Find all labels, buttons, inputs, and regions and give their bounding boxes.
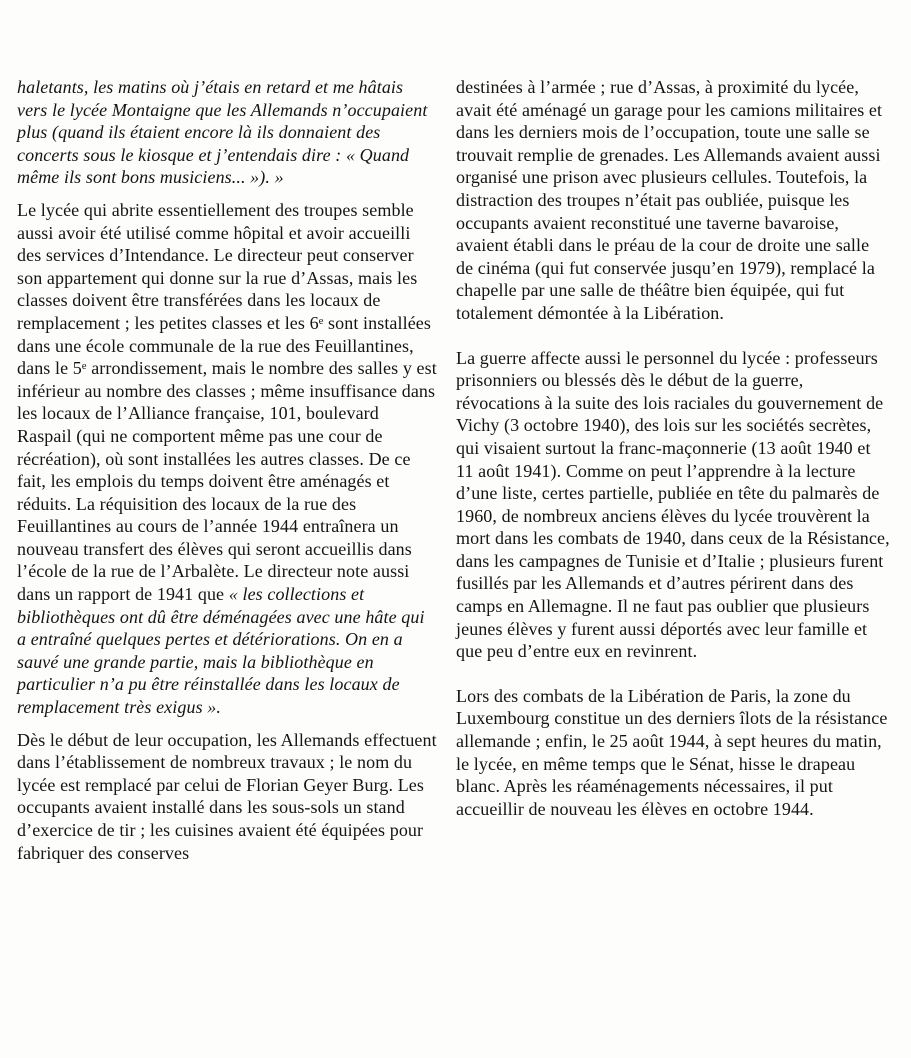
director-report-quote: « les collections et bibliothèques ont dû être déménagées avec une hâte qui a entraîné quelques pertes et détériorations. On en a sauvé une grande partie, mais la bibliothèque en particulier n’a pu être réinstallée dans les locaux de remplacement très exigus ». (17, 584, 425, 718)
requisition-text: Le lycée qui abrite essentiellement des troupes semble aussi avoir été utilisé comme hôpital et avoir accueilli des services d’Intendance. Le directeur peut conserver son appartement qui donne sur la rue d’Assas, mais les classes doivent être transférées dans les locaux de remplacement ; les petites classes et les 6ᵉ sont installées dans une école communale de la rue des Feuillantines, dans le 5ᵉ arrondissement, mais le nombre des salles y est inférieur au nombre des classes ; même insuffisance dans les locaux de l’Alliance française, 101, boulevard Raspail (qui ne comportent même pas une cour de récréation), où sont installées les autres classes. De ce fait, les emplois du temps doivent être aménagés et réduits. La réquisition des locaux de la rue des Feuillantines au cours de l’année 1944 entraînera un nouveau transfert des élèves qui seront accueillis dans l’école de la rue de l’Arbalète. Le directeur note aussi dans un rapport de 1941 que (17, 199, 437, 605)
staff-war-paragraph: La guerre affecte aussi le personnel du lycée : professeurs prisonniers ou blessés dès le début de la guerre, révocations à la suite des lois raciales du gouvernement de Vichy (3 octobre 1940), des lois sur les sociétés secrètes, qui visaient surtout la franc-maçonnerie (13 août 1940 et 11 août 1941). Comme on peut l’apprendre à la lecture d’une liste, certes partielle, publiée en tête du palmarès de 1960, de nombreux anciens élèves du lycée trouvèrent la mort dans les combats de 1940, dans ceux de la Résistance, dans les campagnes de Tunisie et d’Italie ; plusieurs furent fusillés par les Allemands et d’autres périrent dans des camps en Allemagne. Il ne faut pas oublier que plusieurs jeunes élèves y furent aussi déportés avec leur famille et que peu d’entre eux en revinrent. (456, 347, 890, 662)
occupation-continued-paragraph: destinées à l’armée ; rue d’Assas, à proximité du lycée, avait été aménagé un garage pour les camions militaires et dans les derniers mois de l’occupation, toute une salle se trouvait remplie de grenades. Les Allemands avaient aussi organisé une prison avec plusieurs cellules. Toutefois, la distraction des troupes n’était pas oubliée, puisque les occupants avaient reconstitué une taverne bavaroise, avaient établi dans le préau de la cour de droite une salle de cinéma (qui fut conservée jusqu’en 1979), remplacé la chapelle par une salle de théâtre bien équipée, qui fut totalement démontée à la Libération. (456, 77, 883, 323)
liberation-paragraph: Lors des combats de la Libération de Paris, la zone du Luxembourg constitue un des derniers îlots de la résistance allemande ; enfin, le 25 août 1944, à sept heures du matin, le lycée, en même temps que le Sénat, hisse le drapeau blanc. Après les réaménagements nécessaires, il put accueillir de nouveau les élèves en octobre 1944. (456, 685, 888, 819)
left-column (17, 76, 437, 874)
requisition-paragraph (17, 199, 437, 719)
right-column (456, 76, 890, 830)
quote-paragraph: haletants, les matins où j’étais en retard et me hâtais vers le lycée Montaigne que les Allemands n’occupaient plus (quand ils étaient encore là ils donnaient des concerts sous le kiosque et j’entendais dire : « Quand même ils sont bons musiciens... »). » (17, 77, 428, 188)
occupation-works-paragraph: Dès le début de leur occupation, les Allemands effectuent dans l’établissement de nombreux travaux ; le nom du lycée est remplacé par celui de Florian Geyer Burg. Les occupants avaient installé dans les sous-sols un stand d’exercice de tir ; les cuisines avaient été équipées pour fabriquer des conserves (17, 729, 437, 863)
